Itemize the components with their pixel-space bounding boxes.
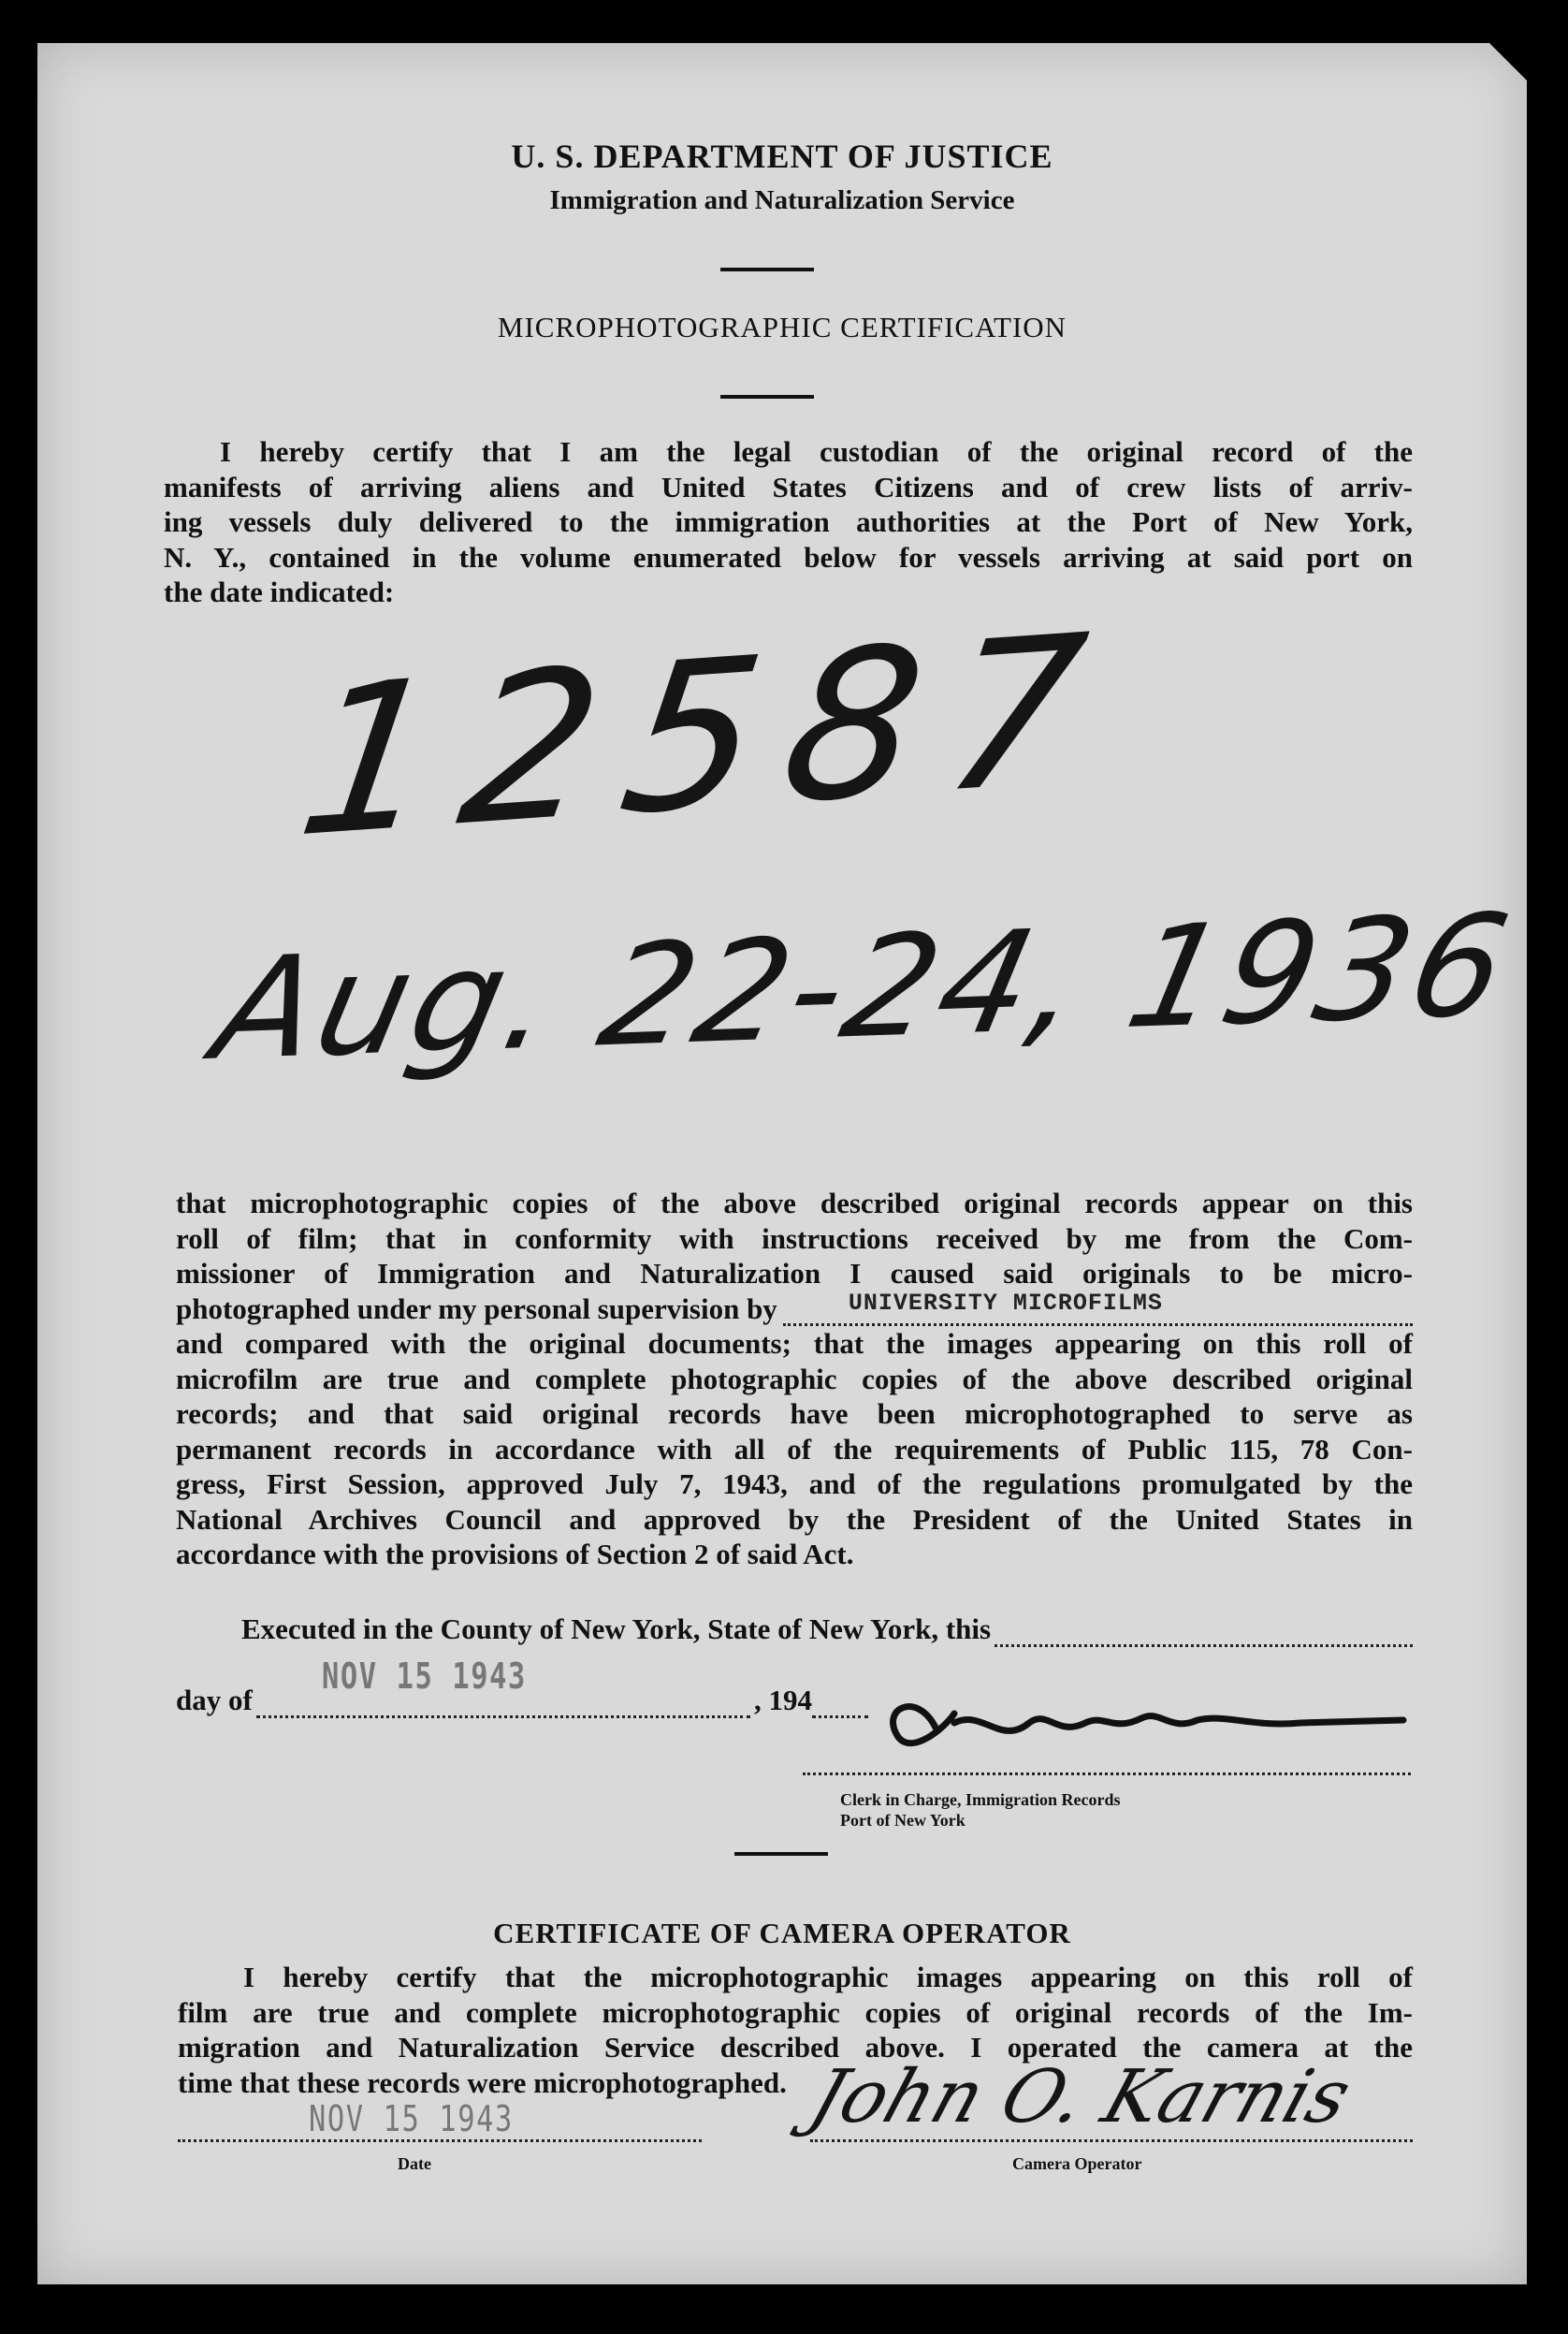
handwritten-volume-number: 12587	[286, 588, 1126, 883]
month-blank	[256, 1655, 750, 1718]
body-line: accordance with the provisions of Section 2 of said Act.	[176, 1538, 854, 1570]
body-line-supervisor	[176, 1291, 1413, 1327]
certificate-page	[37, 43, 1527, 2284]
divider-rule	[720, 395, 814, 399]
intro-paragraph	[164, 434, 1413, 610]
intro-line: manifests of arriving aliens and United States Citizens and of crew lists of arriv-	[164, 470, 1413, 503]
operator-line: film are true and complete microphotographic copies of original records of the Im-	[178, 1995, 1413, 2029]
clerk-signature-stroke	[893, 1707, 1403, 1743]
year-blank	[812, 1693, 868, 1718]
handwritten-dates: Aug. 22-24, 1936	[201, 884, 1525, 1092]
body-line: that microphotographic copies of the above described original records appear on this	[176, 1187, 1413, 1219]
body-paragraph	[176, 1186, 1413, 1572]
body-line: and compared with the original documents; that the images appearing on this roll of	[176, 1327, 1413, 1360]
operator-line: time that these records were microphotographed.	[178, 2065, 787, 2099]
supervisor-blank	[783, 1290, 1413, 1326]
operator-line: migration and Naturalization Service described above. I operated the camera at the	[178, 2031, 1413, 2064]
body-line: gress, First Session, approved July 7, 1943, and of the regulations promulgated by the	[176, 1467, 1413, 1500]
day-of-label: day of	[176, 1684, 253, 1716]
operator-signature-line	[810, 2139, 1413, 2142]
clerk-signature-line	[803, 1772, 1411, 1775]
divider-rule	[720, 268, 814, 271]
intro-line: the date indicated:	[164, 576, 395, 608]
executed-text: Executed in the County of New York, State of New York, this	[241, 1612, 992, 1645]
intro-line: ing vessels duly delivered to the immigration authorities at the Port of New York,	[164, 505, 1413, 538]
day-blank	[995, 1622, 1413, 1647]
year-prefix: , 194	[754, 1684, 812, 1716]
divider-rule	[734, 1852, 828, 1856]
execution-line	[241, 1612, 1413, 1647]
body-line: permanent records in accordance with all of the requirements of Public 115, 78 Con-	[176, 1432, 1413, 1466]
body-line: microfilm are true and complete photographic copies of the above described original	[176, 1362, 1413, 1395]
service-subtitle: Immigration and Naturalization Service	[549, 185, 1015, 215]
date-label: Date	[398, 2154, 431, 2173]
certification-title: MICROPHOTOGRAPHIC CERTIFICATION	[497, 311, 1067, 343]
camera-operator-label: Camera Operator	[1012, 2154, 1142, 2173]
supervisor-name: UNIVERSITY MICROFILMS	[848, 1290, 1163, 1317]
camera-operator-title: CERTIFICATE OF CAMERA OPERATOR	[493, 1917, 1071, 1949]
day-of-line	[176, 1655, 868, 1718]
body-line: National Archives Council and approved by the President of the United States in	[176, 1502, 1413, 1536]
clerk-title-line: Port of New York	[840, 1811, 965, 1830]
body-line: missioner of Immigration and Naturalization I caused said originals to be micro-	[176, 1257, 1413, 1290]
operator-date-stamp: NOV 15 1943	[309, 2098, 514, 2139]
operator-line: I hereby certify that the microphotographic images appearing on this roll of	[243, 1961, 1413, 1993]
intro-line: N. Y., contained in the volume enumerated below for vessels arriving at said port on	[164, 540, 1413, 574]
clerk-title-line: Clerk in Charge, Immigration Records	[840, 1790, 1121, 1809]
folded-corner	[1489, 43, 1527, 80]
body-line: photographed under my personal supervision by	[176, 1291, 777, 1325]
date-stamp: NOV 15 1943	[321, 1655, 527, 1697]
body-line: records; and that said original records have been microphotographed to serve as	[176, 1397, 1413, 1430]
clerk-signature	[861, 1671, 1422, 1774]
department-title: U. S. DEPARTMENT OF JUSTICE	[511, 138, 1053, 175]
date-line	[178, 2139, 702, 2142]
operator-signature: John O. Karnis	[800, 2055, 1361, 2139]
intro-line: I hereby certify that I am the legal custodian of the original record of the	[220, 435, 1413, 468]
body-line: roll of film; that in conformity with instructions received by me from the Com-	[176, 1221, 1413, 1255]
clerk-title	[840, 1789, 1120, 1831]
